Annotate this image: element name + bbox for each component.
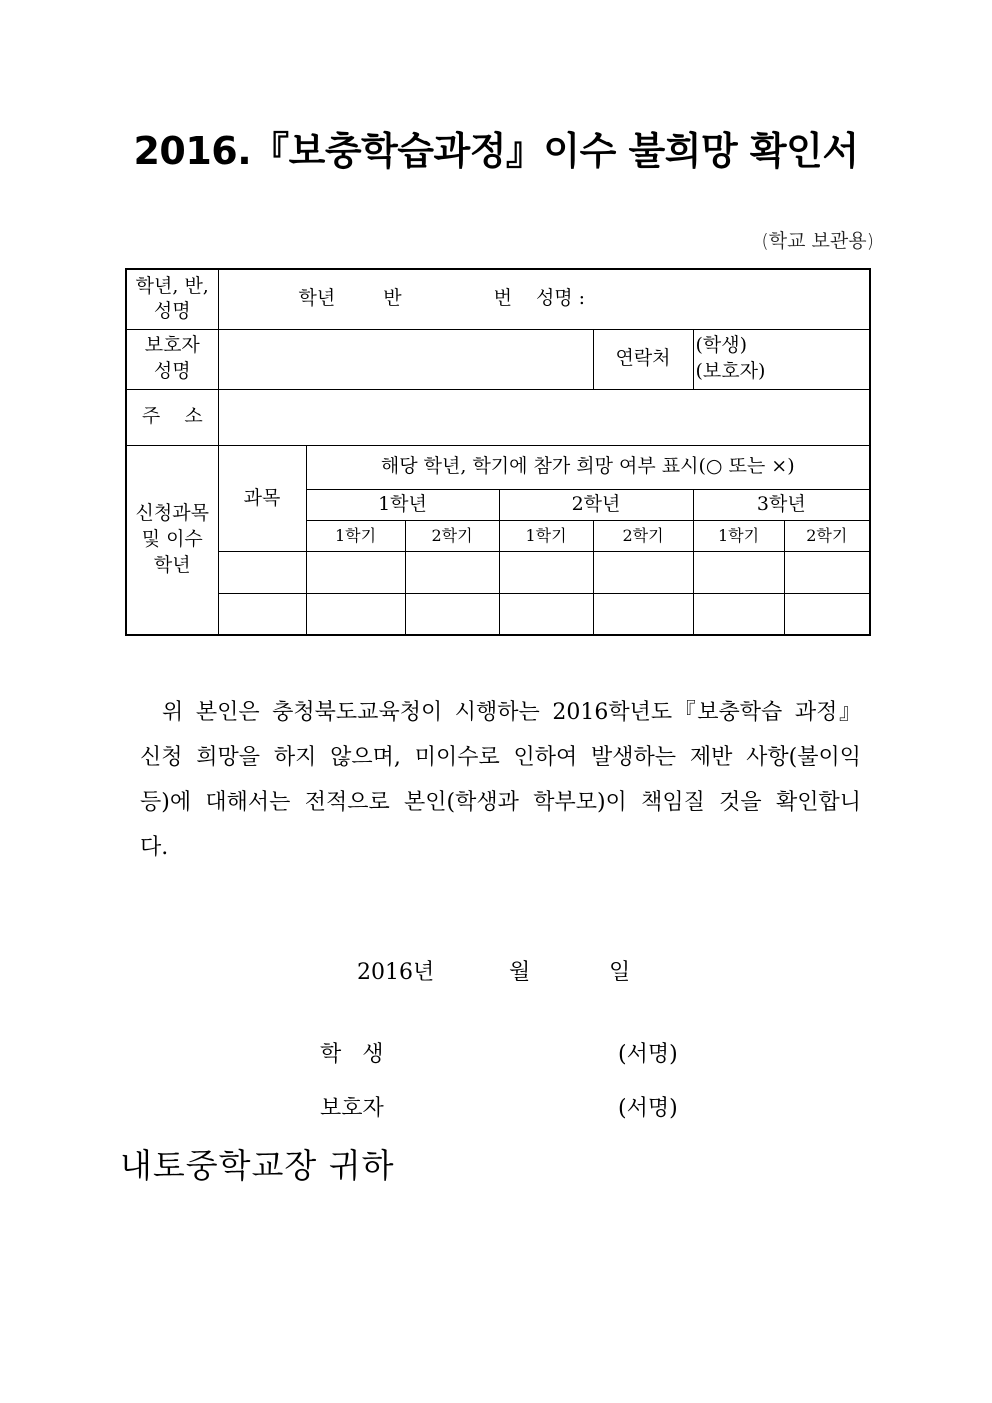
mark-cell[interactable] (593, 593, 693, 635)
row-guardian (126, 329, 870, 389)
student-role: 학 생 (320, 1042, 384, 1067)
subject-entry-row (126, 551, 870, 593)
semester-header: 2학기 (593, 520, 693, 551)
grade-1-header: 1학년 (306, 489, 499, 520)
student-signature[interactable]: (서명) (618, 1042, 678, 1067)
mark-cell[interactable] (693, 551, 784, 593)
class-label: 반 (383, 287, 402, 310)
subject-header: 과목 (218, 445, 306, 551)
contact-field[interactable] (693, 329, 870, 389)
grade-2-header: 2학년 (499, 489, 693, 520)
guardian-role: 보호자 (320, 1096, 384, 1121)
row-grade-class-name (126, 269, 870, 329)
date-day: 일 (609, 960, 631, 985)
mark-cell[interactable] (405, 551, 499, 593)
mark-cell[interactable] (405, 593, 499, 635)
subject-input-cell[interactable] (218, 551, 306, 593)
label-grade-class-name: 학년, 반, 성명 (126, 269, 218, 329)
row-address (126, 389, 870, 445)
label-subjects: 신청과목 및 이수 학년 (126, 445, 218, 635)
grade-label: 학년 (298, 287, 336, 310)
mark-cell[interactable] (499, 593, 593, 635)
subject-entry-row (126, 593, 870, 635)
address-field[interactable] (218, 389, 870, 445)
application-form-table (125, 268, 871, 636)
semester-header: 1학기 (499, 520, 593, 551)
instruction-text: 해당 학년, 학기에 참가 희망 여부 표시(○ 또는 ×) (306, 445, 870, 489)
document-title: 2016.『보충학습과정』이수 불희망 확인서 (133, 129, 859, 173)
subject-input-cell[interactable] (218, 593, 306, 635)
contact-label: 연락처 (593, 329, 693, 389)
date-year: 2016년 (357, 960, 435, 985)
mark-cell[interactable] (784, 551, 870, 593)
confirmation-statement: 위 본인은 충청북도교육청이 시행하는 2016학년도『보충학습 과정』신청 희망을 하지 않으며, 미이수로 인하여 발생하는 제반 사항(불이익 등)에 대해서는 전적으로 본인(학생과 학부모)이 책임질 것을 확인합니다. (140, 700, 861, 860)
mark-cell[interactable] (784, 593, 870, 635)
row-subjects-header (126, 445, 870, 489)
label-guardian-name: 보호자 성명 (126, 329, 218, 389)
label-address: 주 소 (126, 389, 218, 445)
name-label: 성명 : (535, 287, 586, 310)
number-label: 번 (493, 287, 512, 310)
recipient-line: 내토중학교장 귀하 (120, 1146, 395, 1185)
grade-3-header: 3학년 (693, 489, 870, 520)
mark-cell[interactable] (593, 551, 693, 593)
semester-header: 2학기 (784, 520, 870, 551)
mark-cell[interactable] (693, 593, 784, 635)
mark-cell[interactable] (499, 551, 593, 593)
guardian-signature[interactable]: (서명) (618, 1096, 678, 1121)
contact-guardian: (보호자) (695, 360, 766, 382)
date-month: 월 (509, 960, 531, 985)
mark-cell[interactable] (306, 551, 405, 593)
semester-header: 2학기 (405, 520, 499, 551)
grade-class-name-field[interactable] (218, 269, 870, 329)
mark-cell[interactable] (306, 593, 405, 635)
guardian-name-field[interactable] (218, 329, 593, 389)
storage-note: (학교 보관용) (761, 230, 874, 252)
semester-header: 1학기 (693, 520, 784, 551)
contact-student: (학생) (695, 334, 748, 357)
semester-header: 1학기 (306, 520, 405, 551)
